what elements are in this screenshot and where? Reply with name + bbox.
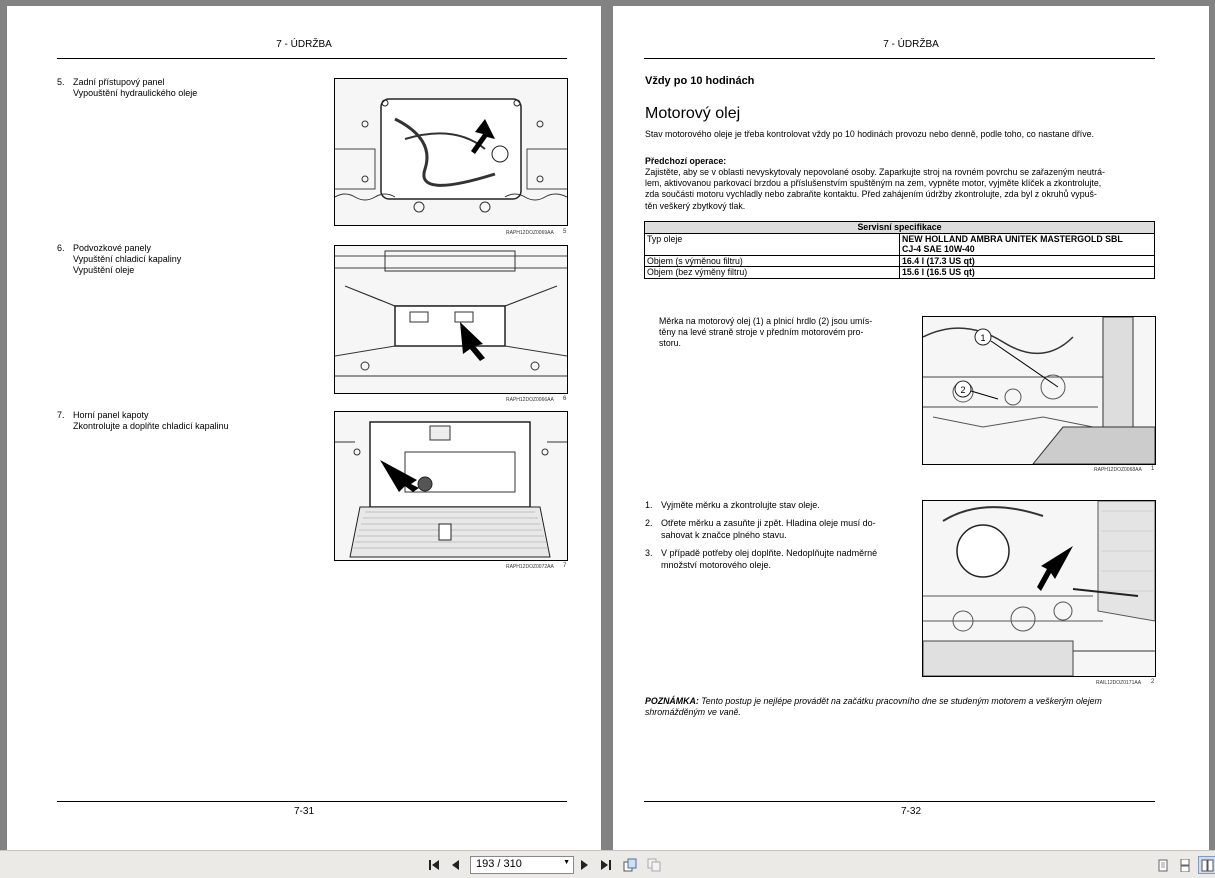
figure-number: 7 (563, 563, 567, 569)
footer-rule (57, 801, 567, 802)
prior-operations-text: Zajistěte, aby se v oblasti nevyskytovaly nepovolané osoby. Zaparkujte stroj na rovném povrchu se zařazeným neutrá- lem, aktivovanou parkovací brzdou a příslušenstvím spuštěným na zem, vypněte motor, vyjměte klíček a zkontrolujte, zda součásti motoru vychladly nebo zabraňte kontaktu. Před zahájením údržby zkontrolujte, zda byl z okruhů vypuš- těn veškerý zbytkový tlak. (645, 167, 1105, 211)
footer-rule (644, 801, 1155, 802)
page-number: 7-32 (900, 806, 921, 817)
figure-rear-panel (334, 78, 568, 226)
item-title: Podvozkové panely (73, 243, 152, 253)
figure-code: RAPH12DOZ0068AA (1094, 467, 1142, 473)
single-page-icon[interactable] (1156, 857, 1170, 873)
figure-undercarriage-panels (334, 245, 568, 394)
table-heading: Servisní specifikace (645, 222, 1155, 234)
intro-text: Stav motorového oleje je třeba kontrolovat vždy po 10 hodinách provozu nebo denně, podle toho, co nastane dříve. (645, 129, 1094, 139)
copy-icon[interactable] (646, 857, 662, 873)
figure-code: RAPH12DOZ0072AA (506, 564, 554, 570)
service-spec-table (644, 221, 1155, 279)
header-rule (644, 58, 1155, 59)
page-left: 7 - ÚDRŽBA 5. Zadní přístupový panel Vypouštění hydraulického oleje RAPH12DOZ0069AA 5 6. Podvozkové panely Vypuštění chladicí kapaliny Vypuštění oleje RAPH12DOZ0066AA 6 7. Horní panel kapoty Zkontrolujte a doplňte chladicí kapalinu RAPH12DOZ0072AA 7 7-31 (7, 6, 601, 850)
first-page-icon[interactable] (426, 857, 442, 873)
page-right: 7 - ÚDRŽBA Vždy po 10 hodinách Motorový olej Stav motorového oleje je třeba kontrolovat vždy po 10 hodinách provozu nebo denně, podle toho, co nastane dříve. Předchozí operace: Zajistěte, aby se v oblasti nevyskytovaly nepovolané osoby. Zaparkujte stroj na rovném povrchu se zařazeným neutrá- lem, aktivovanou parkovací brzdou a příslušenstvím spuštěným na zem, vypněte motor, vyjměte klíček a zkontrolujte, zda součásti motoru vychladly nebo zabraňte kontaktu. Před zahájením údržby zkontrolujte, zda byl z okruhů vypuš- těn veškerý zbytkový tlak. Servisní specifikace Typ oleje NEW HOLLAND AMBRA UNITEK MASTERGOLD SBL CJ-4 SAE 10W-40 Objem (s výměnou filtru) 16.4 l (17.3 US qt) Objem (bez výměny filtru) 15.6 l (16.5 US qt) Měrka na motorový olej (1) a plnicí hrdlo (2) jsou umís- těny na levé straně stroje v předním motorovém pro- storu. 1 2 RAPH12DOZ0068AA 1 1. Vyjměte měrku a zkontrolujte stav oleje. 2. Otřete měrku a zasuňte ji zpět. Hladina oleje musí do- sahovat k značce plného stavu. 3. V případě potřeby olej doplňte. Nedoplňujte nadměrné množství motorového oleje. RAIL12DOZ0171AA 2 POZNÁMKA: Tento postup je nejlépe provádět na začátku pracovního dne se studeným motorem a veškerým olejem shromážděným ve vaně. 7-32 (613, 6, 1209, 850)
callout-1: 1 (980, 333, 986, 343)
two-page-icon[interactable] (1198, 856, 1215, 874)
rotate-icon[interactable] (622, 857, 638, 873)
table-row: Objem (s výměnou filtru) 16.4 l (17.3 US qt) (645, 255, 1155, 267)
chevron-down-icon[interactable]: ▼ (563, 859, 570, 866)
figure-code: RAPH12DOZ0069AA (506, 230, 554, 236)
figure-code: RAIL12DOZ0171AA (1096, 680, 1142, 686)
prior-operations-label: Předchozí operace: (645, 156, 727, 166)
prev-page-icon[interactable] (448, 857, 462, 873)
page-title: Motorový olej (645, 105, 741, 122)
page-header: 7 - ÚDRŽBA (883, 39, 939, 50)
table-row: Typ oleje NEW HOLLAND AMBRA UNITEK MASTERGOLD SBL CJ-4 SAE 10W-40 (645, 233, 1155, 255)
note-label: POZNÁMKA: (645, 696, 699, 706)
next-page-icon[interactable] (578, 857, 592, 873)
section-heading: Vždy po 10 hodinách (645, 75, 755, 87)
figure-number: 5 (563, 229, 567, 235)
continuous-icon[interactable] (1178, 857, 1192, 873)
item-title: Zadní přístupový panel (73, 77, 165, 87)
last-page-icon[interactable] (598, 857, 614, 873)
viewer-toolbar (0, 850, 1215, 878)
figure-number: 6 (563, 396, 567, 402)
figure-engine-dipstick (922, 316, 1156, 465)
item-title: Horní panel kapoty (73, 410, 149, 420)
figure-oil-filler (922, 500, 1156, 677)
page-number: 7-31 (293, 806, 314, 817)
figure-number: 1 (1151, 466, 1155, 472)
figure-hood-panel (334, 411, 568, 561)
table-row: Objem (bez výměny filtru) 15.6 l (16.5 US qt) (645, 267, 1155, 279)
page-header: 7 - ÚDRŽBA (276, 39, 332, 50)
figure-code: RAPH12DOZ0066AA (506, 397, 554, 403)
dipstick-text: Měrka na motorový olej (1) a plnicí hrdlo (2) jsou umís- těny na levé straně stroje v předním motorovém pro- storu. (659, 316, 873, 349)
figure-number: 2 (1151, 679, 1155, 685)
page-number-input[interactable]: 193 / 310 ▼ (470, 856, 574, 874)
callout-2: 2 (960, 385, 966, 395)
note-text: POZNÁMKA: Tento postup je nejlépe provádět na začátku pracovního dne se studeným motorem a veškerým olejem shromážděným ve vaně. (645, 696, 1102, 718)
header-rule (57, 58, 567, 59)
